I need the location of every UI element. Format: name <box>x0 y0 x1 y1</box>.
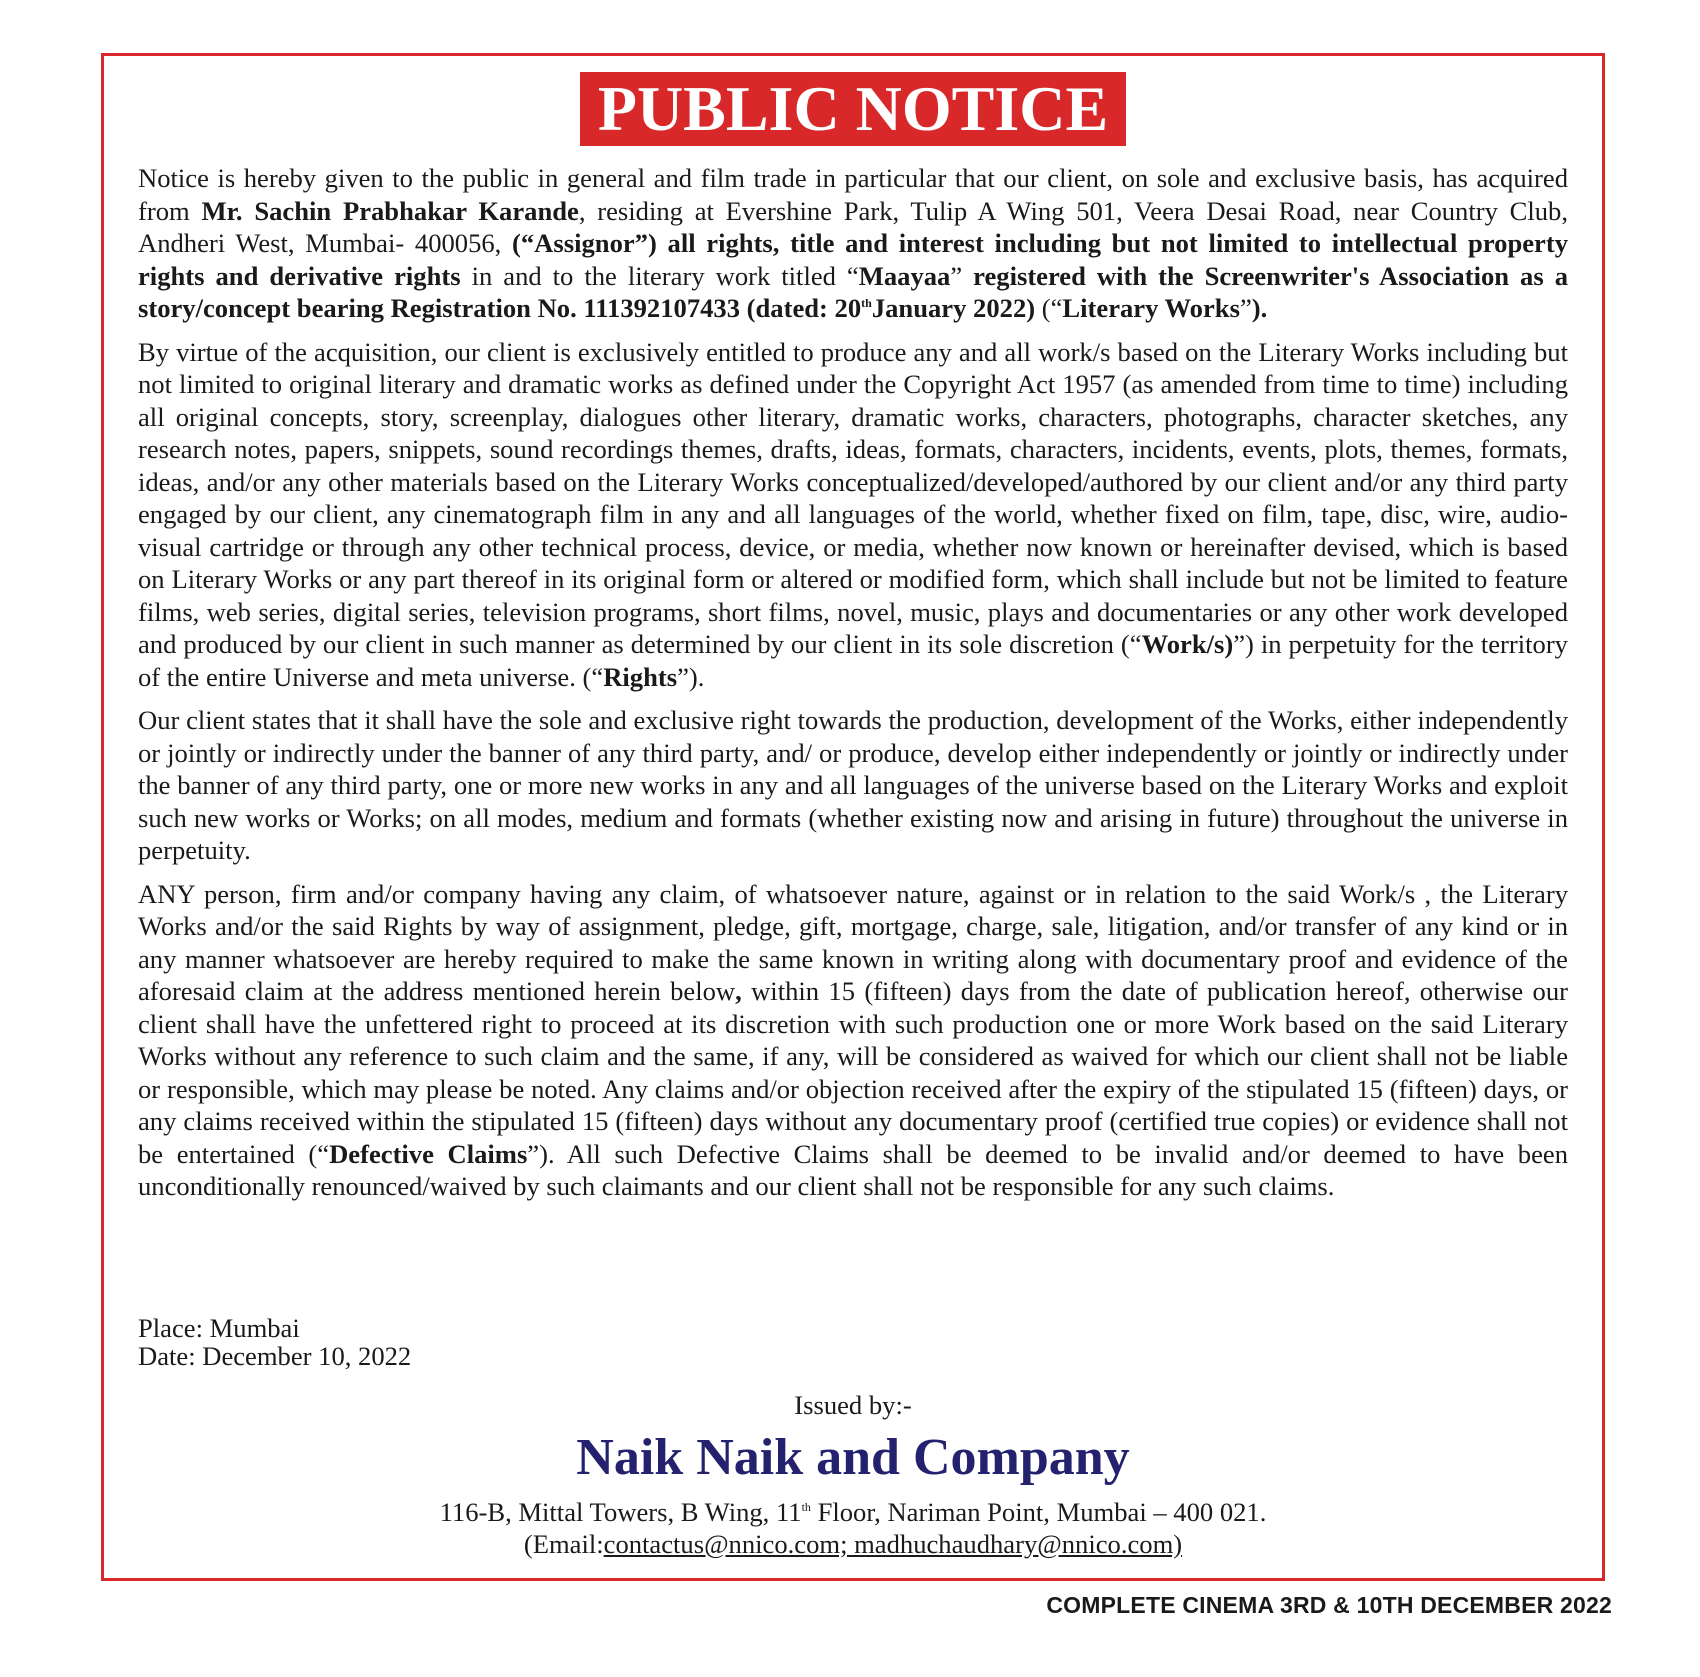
place-line: Place: Mumbai <box>138 1313 300 1343</box>
issued-by: Issued by:- <box>794 1390 912 1420</box>
para4-text-3: ”). All such Defective Claims shall be deemed to be invalid and/or deemed to have been unconditionally renounced/waived by such claimants and our client shall not be responsible for any such claims. <box>138 1138 1568 1201</box>
email-line <box>104 1528 1602 1560</box>
para1-text-5: (“ <box>1035 293 1063 323</box>
works-term: Work/s) <box>1141 629 1234 659</box>
address-text-1: 116-B, Mittal Towers, B Wing, 11 <box>439 1497 802 1527</box>
work-title: Maayaa <box>858 260 951 291</box>
para1-text-3: in and to the literary work titled “ <box>460 260 859 291</box>
address-text-2: Floor, Nariman Point, Mumbai – 400 021. <box>810 1497 1267 1527</box>
paragraph-3: Our client states that it shall have the sole and exclusive right towards the production, development of the Works, either independently or jointly or indirectly under the banner of any third party, and/ or produce, develop either independently or jointly or indirectly under the banner of any third party, one or more new works in any and all languages of the universe based on the Literary Works and exploit such new works or Works; on all modes, medium and formats (whether existing now and arising in future) throughout the universe in perpetuity. <box>138 705 1568 865</box>
para1-bold-end: ). <box>1251 293 1268 323</box>
address-sup: th <box>801 1500 811 1515</box>
publication-footer: COMPLETE CINEMA 3RD & 10TH DECEMBER 2022 <box>1046 1592 1612 1618</box>
paragraph-4 <box>138 878 1568 1203</box>
para4-text-1: ANY person, firm and/or company having any claim, of whatsoever nature, against or in relation to the said Work/s , the Literary Works and/or the said Rights by way of assignment, pledge, gift, mortgage, charge, sale, litigation, and/or transfer of any kind or in any manner whatsoever are hereby required to make the same known in writing along with documentary proof and evidence of the aforesaid claim at the address mentioned herein below <box>138 878 1568 1006</box>
notice-title: PUBLIC NOTICE <box>580 72 1126 146</box>
rights-term: Rights <box>603 661 678 692</box>
para2-text-1: By virtue of the acquisition, our client is exclusively entitled to produce any and all work/s based on the Literary Works including but not limited to original literary and dramatic works as defined under the Copyright Act 1957 (as amended from time to time) including all original concepts, story, screenplay, dialogues other literary, dramatic works, characters, photographs, character sketches, any research notes, papers, snippets, sound recordings themes, drafts, ideas, formats, characters, incidents, events, plots, themes, formats, ideas, and/or any other materials based on the Literary Works conceptualized/developed/authored by our client and/or any third party engaged by our client, any cinematograph film in any and all languages of the world, whether fixed on film, tape, disc, wire, audio-visual cartridge or through any other technical process, device, or media, whether now known or hereinafter devised, which is based on Literary Works or any part thereof in its original form or altered or modified form, which shall include but not be limited to feature films, web series, digital series, television programs, short films, novel, music, plays and documentaries or any other work developed and produced by our client in such manner as determined by our client in its sole discretion (“ <box>138 336 1568 659</box>
paragraph-1 <box>138 162 1568 325</box>
company-name: Naik Naik and Company <box>576 1429 1130 1486</box>
para1-text-6: ” <box>1239 293 1252 323</box>
date-line: Date: December 10, 2022 <box>138 1341 412 1371</box>
para1-text-1: Notice is hereby given to the public in general and film trade in particular that our client, on sole and exclusive basis, has acquired from <box>138 163 1568 226</box>
paragraph-2 <box>138 336 1568 694</box>
defective-claims-term: Defective Claims <box>329 1138 528 1169</box>
literary-works-term: Literary Works <box>1062 293 1240 323</box>
notice-frame <box>101 53 1605 1581</box>
para4-bold-comma: , <box>735 976 742 1006</box>
para1-text-4: ” <box>950 260 974 291</box>
para2-text-3: ”). <box>677 661 705 692</box>
para1-bold-2: (“Assignor”) all rights, title and interest including but not limited to intellectual property rights and derivative rights <box>138 228 1568 291</box>
company-address <box>104 1496 1602 1528</box>
para2-text-2: ”) in perpetuity for the territory of the entire Universe and meta universe. (“ <box>138 629 1568 692</box>
registration-sup: th <box>861 296 872 311</box>
email-links[interactable]: contactus@nnico.com; madhuchaudhary@nnico.com) <box>603 1529 1183 1559</box>
registration-date: January 2022) <box>871 293 1036 323</box>
para1-text-2: , residing at Evershine Park, Tulip A Wing 501, Veera Desai Road, near Country Club, Andheri West, Mumbai- 400056, <box>138 195 1569 258</box>
para4-text-2: within 15 (fifteen) days from the date of publication hereof, otherwise our client shall have the unfettered right to proceed at its discretion with such production one or more Work based on the said Literary Works without any reference to such claim and the same, if any, will be considered as waived for which our client shall not be liable or responsible, which may please be noted. Any claims and/or objection received after the expiry of the stipulated 15 (fifteen) days, or any claims received within the stipulated 15 (fifteen) days without any documentary proof (certified true copies) or evidence shall not be entertained (“ <box>138 976 1568 1169</box>
email-prefix: (Email: <box>523 1529 604 1559</box>
place-date-block <box>138 1314 411 1370</box>
registration-text: registered with the Screenwriter's Association as a story/concept bearing Registration No. 111392107433 (dated: 20 <box>138 260 1568 323</box>
notice-body <box>138 162 1568 1214</box>
assignor-name: Mr. Sachin Prabhakar Karande <box>201 195 579 226</box>
